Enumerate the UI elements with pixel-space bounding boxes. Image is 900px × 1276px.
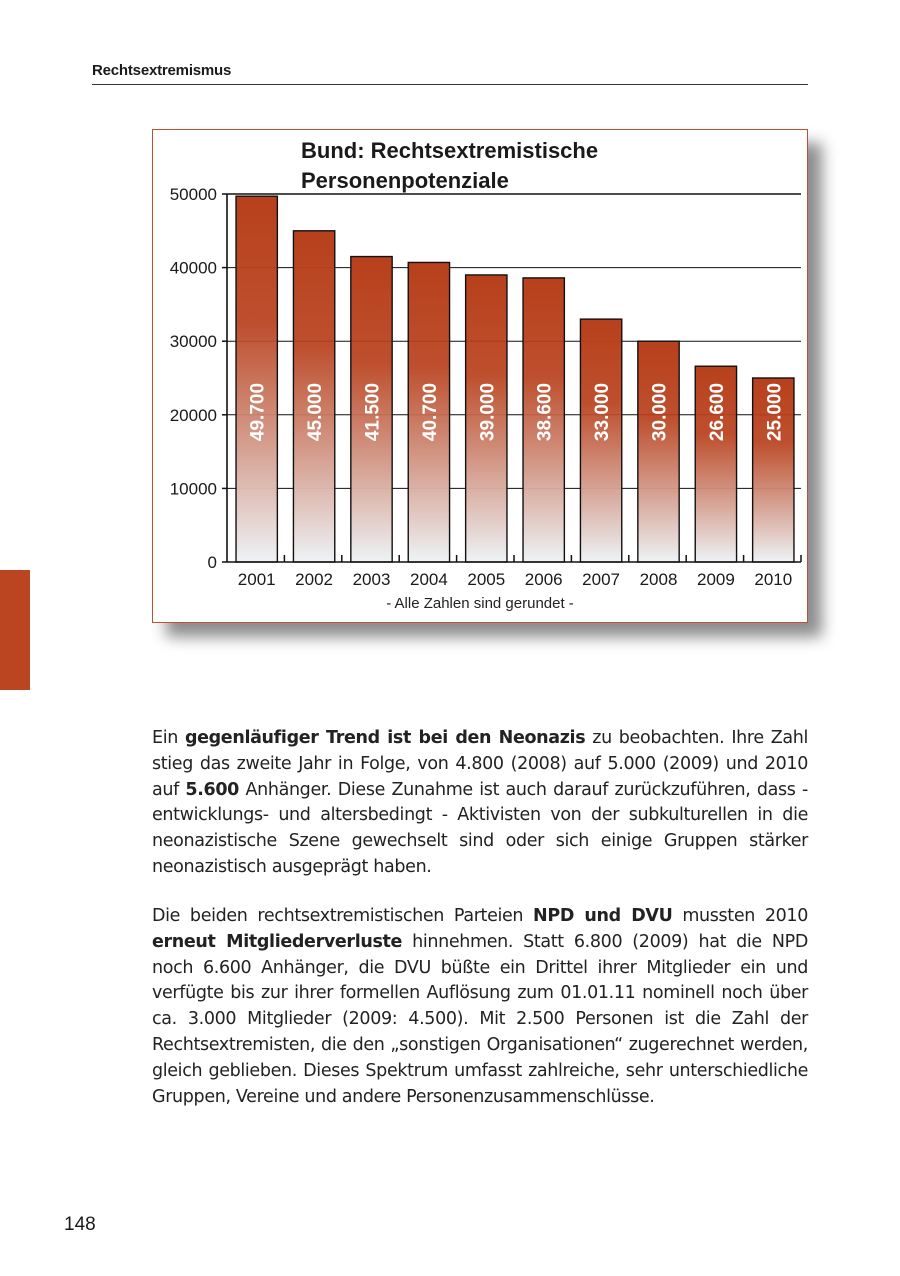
bar-value-label: 39.000 xyxy=(477,382,499,442)
page-number: 148 xyxy=(64,1214,96,1235)
chart-title-line2: Personenpotenziale xyxy=(301,168,509,193)
x-tick-label: 2004 xyxy=(409,570,448,589)
chart-canvas xyxy=(153,130,807,622)
emphasis-text: NPD und DVU xyxy=(533,906,673,926)
bar xyxy=(236,196,277,562)
x-tick-label: 2005 xyxy=(467,570,506,589)
paragraph-parties xyxy=(152,904,808,1110)
bar-value-label: 25.000 xyxy=(764,382,786,442)
emphasis-text: gegenläufiger Trend ist bei den Neonazis xyxy=(184,728,586,748)
body-text-run: mussten 2010 xyxy=(672,906,808,926)
x-tick-label: 2006 xyxy=(524,570,563,589)
x-tick-label: 2003 xyxy=(352,570,391,589)
chart-title xyxy=(301,136,721,196)
body-text-run: Anhänger. Diese Zunahme ist auch darauf zurückzuführen, dass - entwicklungs- und altersbedingt - Aktivisten von der subkulturellen in die neonazistische Szene gewechselt sind oder sich einige Gruppen stärker neonazistisch ausgeprägt haben. xyxy=(152,779,808,877)
chart-title-line1: Bund: Rechtsextremistische xyxy=(301,138,599,163)
x-tick-label: 2010 xyxy=(754,570,793,589)
emphasis-text: erneut Mitgliederverluste xyxy=(152,931,403,952)
body-text-run: Ein xyxy=(152,728,185,748)
bar-value-label: 30.000 xyxy=(649,382,671,442)
x-tick-label: 2002 xyxy=(295,570,334,589)
x-tick-label: 2008 xyxy=(639,570,678,589)
body-text-run: Die beiden rechtsextremistischen Parteien xyxy=(152,906,534,926)
bar-value-label: 26.600 xyxy=(706,382,728,442)
bar-chart xyxy=(152,129,808,623)
y-tick-label: 10000 xyxy=(169,479,217,499)
body-text-run: zu beobachten. Ihre Zahl stieg das zweite Jahr in Folge, von 4.800 (2008) auf 5.000 (2009) und 2010 auf xyxy=(152,728,808,800)
bar-value-label: 45.000 xyxy=(305,382,327,442)
y-tick-label: 20000 xyxy=(169,405,217,425)
bar xyxy=(638,341,679,562)
body-text-run: hinnehmen. Statt 6.800 (2009) hat die NPD noch 6.600 Anhänger, die DVU büßte ein Drittel ihrer Mitglieder ein und verfügte bis zur ihrer formellen Auflösung zum 01.01.11 nominell noch über ca. 3.000 Mitglieder (2009: 4.500). Mit 2.500 Personen ist die Zahl der Rechtsextremisten, die den „sonstigen Organisationen“ zugerechnet werden, gleich geblieben. Dieses Spektrum umfasst zahlreiche, sehr unterschiedliche Gruppen, Vereine und andere Personenzusammenschlüsse. xyxy=(152,931,808,1107)
paragraph-neonazis xyxy=(152,726,808,881)
bar-value-label: 49.700 xyxy=(247,382,269,442)
emphasis-text: 5.600 xyxy=(185,779,239,800)
running-head: Rechtsextremismus xyxy=(92,62,808,85)
x-tick-label: 2007 xyxy=(582,570,621,589)
y-tick-label: 30000 xyxy=(169,332,217,352)
bar-value-label: 38.600 xyxy=(534,382,556,442)
x-tick-label: 2001 xyxy=(237,570,276,589)
x-tick-label: 2009 xyxy=(696,570,735,589)
bar-value-label: 40.700 xyxy=(419,382,441,442)
y-tick-label: 50000 xyxy=(169,185,217,204)
chart-footnote: - Alle Zahlen sind gerundet - xyxy=(386,595,574,612)
bar-value-label: 33.000 xyxy=(592,382,614,442)
y-tick-label: 0 xyxy=(207,553,217,572)
chapter-tab-marker xyxy=(0,570,30,690)
y-tick-label: 40000 xyxy=(169,258,217,278)
bar-value-label: 41.500 xyxy=(362,382,384,442)
